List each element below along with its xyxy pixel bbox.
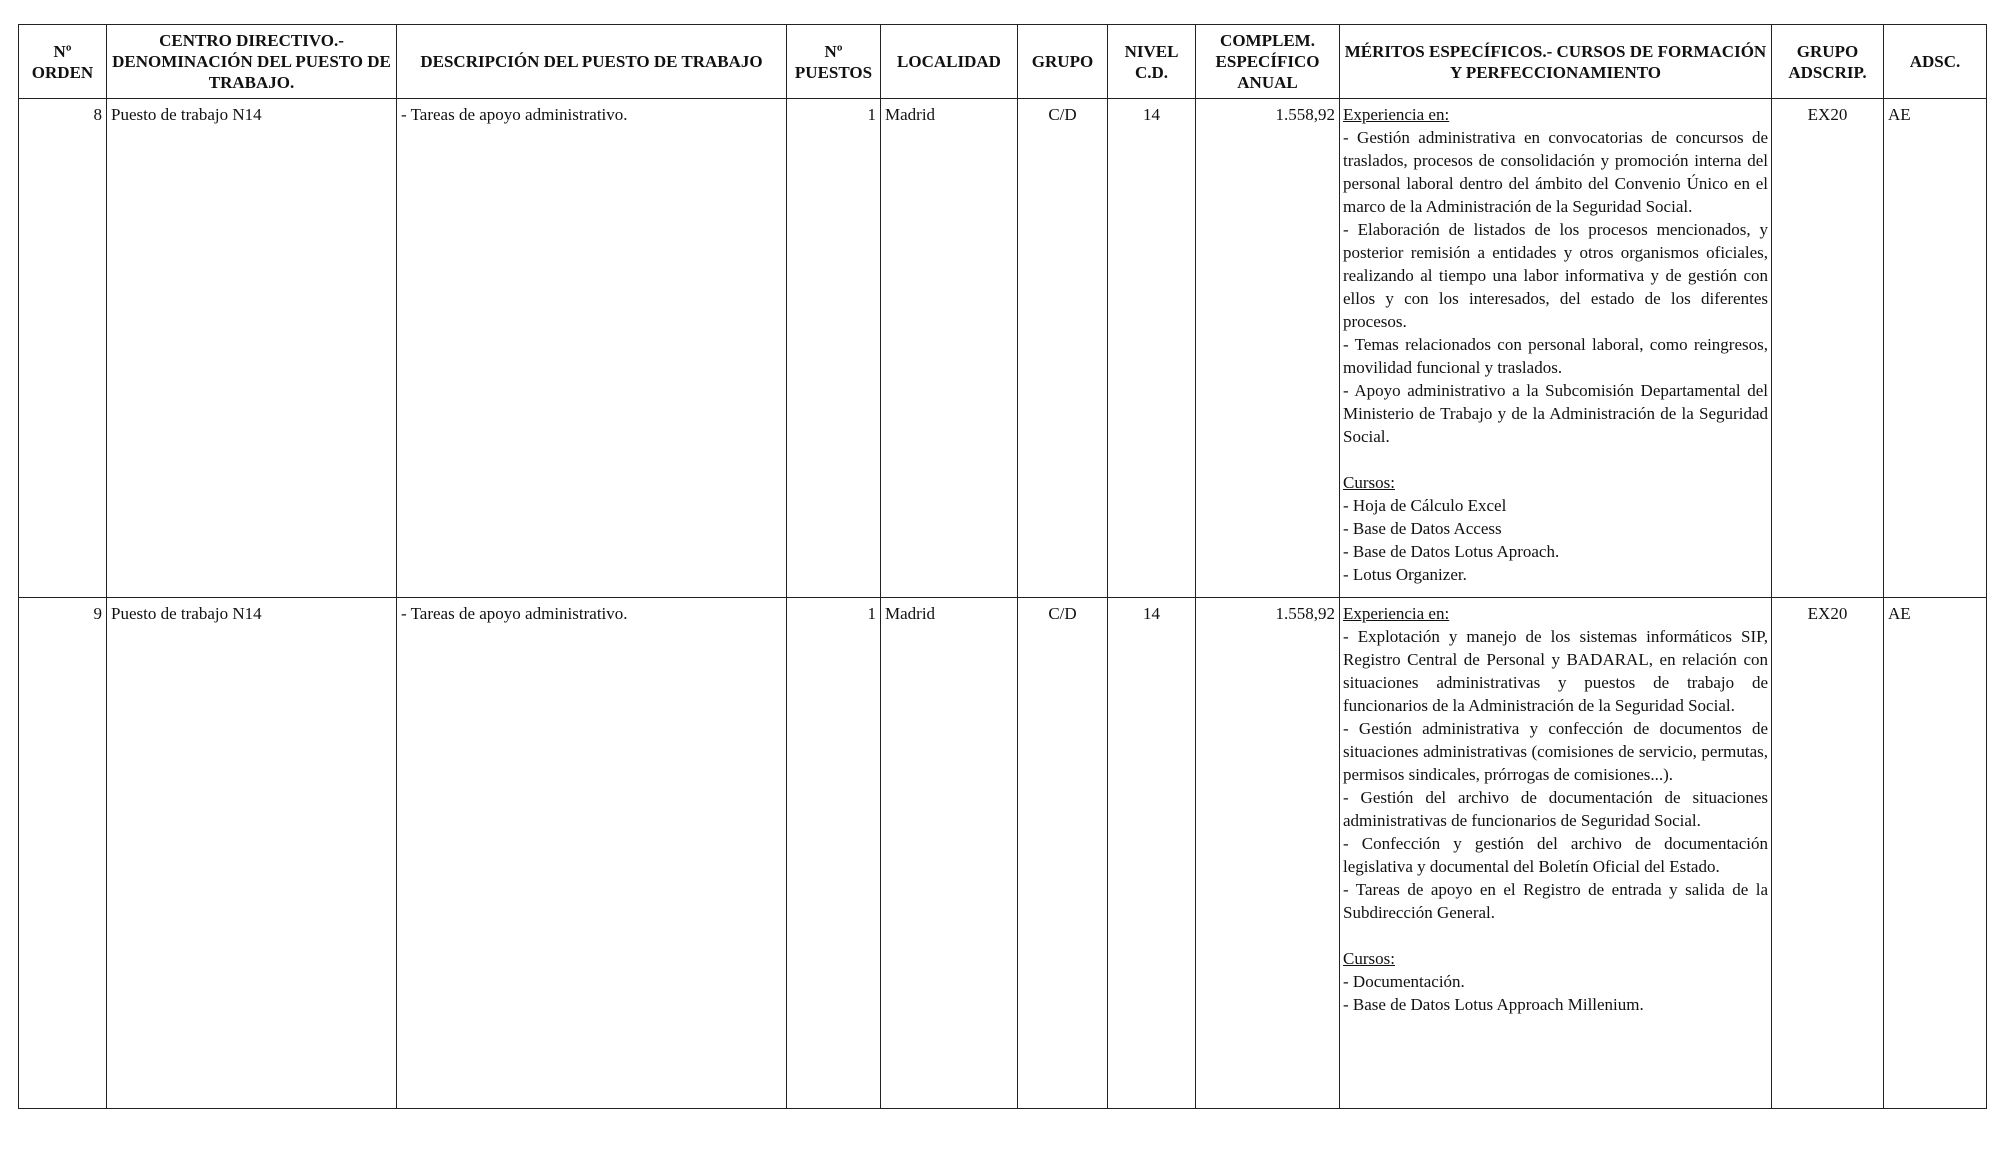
curso-item: - Lotus Organizer.	[1343, 565, 1467, 584]
cell-centro: Puesto de trabajo N14	[107, 99, 397, 598]
cell-grupo: C/D	[1018, 99, 1108, 598]
experiencia-item: - Temas relacionados con personal laboral, como reingresos, movilidad funcional y traslados.	[1343, 335, 1768, 377]
experiencia-item: - Explotación y manejo de los sistemas informáticos SIP, Registro Central de Personal y BADARAL, en relación con situaciones administrativas y puestos de trabajo de funcionarios de la Administración de la Seguridad Social.	[1343, 627, 1768, 715]
header-puestos: Nº PUESTOS	[787, 25, 881, 99]
document-page	[18, 24, 1986, 1109]
cell-descripcion: - Tareas de apoyo administrativo.	[397, 598, 787, 1109]
cell-grupo: C/D	[1018, 598, 1108, 1109]
cell-nivel: 14	[1108, 598, 1196, 1109]
cell-adsc: AE	[1884, 598, 1987, 1109]
curso-item: - Hoja de Cálculo Excel	[1343, 496, 1507, 515]
header-localidad: LOCALIDAD	[881, 25, 1018, 99]
cell-nivel: 14	[1108, 99, 1196, 598]
experiencia-title: Experiencia en:	[1343, 105, 1450, 124]
header-complemento: COMPLEM. ESPECÍFICO ANUAL	[1196, 25, 1340, 99]
experiencia-item: - Elaboración de listados de los procesos mencionados, y posterior remisión a entidades y otros organismos oficiales, realizando al tiempo una labor informativa y de gestión con ellos y con los interesados, del estado de los diferentes procesos.	[1343, 220, 1768, 331]
cell-descripcion: - Tareas de apoyo administrativo.	[397, 99, 787, 598]
cell-orden: 8	[19, 99, 107, 598]
header-grupo-adscrip: GRUPO ADSCRIP.	[1772, 25, 1884, 99]
cell-meritos	[1340, 598, 1772, 1109]
header-nivel: NIVEL C.D.	[1108, 25, 1196, 99]
curso-item: - Base de Datos Lotus Approach Millenium.	[1343, 995, 1644, 1014]
header-centro-directivo: CENTRO DIRECTIVO.- DENOMINACIÓN DEL PUESTO DE TRABAJO.	[107, 25, 397, 99]
experiencia-item: - Tareas de apoyo en el Registro de entrada y salida de la Subdirección General.	[1343, 880, 1768, 922]
header-orden: Nº ORDEN	[19, 25, 107, 99]
experiencia-item: - Confección y gestión del archivo de documentación legislativa y documental del Boletín Oficial del Estado.	[1343, 834, 1768, 876]
job-positions-table	[18, 24, 1987, 1109]
experiencia-title: Experiencia en:	[1343, 604, 1450, 623]
experiencia-item: - Gestión administrativa y confección de documentos de situaciones administrativas (comisiones de servicio, permutas, permisos sindicales, prórrogas de comisiones...).	[1343, 719, 1768, 784]
experiencia-item: - Apoyo administrativo a la Subcomisión Departamental del Ministerio de Trabajo y de la Administración de la Seguridad Social.	[1343, 381, 1768, 446]
table-row	[19, 598, 1987, 1109]
table-row	[19, 99, 1987, 598]
experiencia-item: - Gestión administrativa en convocatorias de concursos de traslados, procesos de consolidación y promoción interna del personal laboral dentro del ámbito del Convenio Único en el marco de la Administración de la Seguridad Social.	[1343, 128, 1768, 216]
cell-localidad: Madrid	[881, 598, 1018, 1109]
spacer	[1343, 448, 1768, 471]
header-adsc: ADSC.	[1884, 25, 1987, 99]
header-grupo: GRUPO	[1018, 25, 1108, 99]
cell-complemento: 1.558,92	[1196, 598, 1340, 1109]
curso-item: - Documentación.	[1343, 972, 1465, 991]
cell-complemento: 1.558,92	[1196, 99, 1340, 598]
cursos-title: Cursos:	[1343, 949, 1395, 968]
cursos-title: Cursos:	[1343, 473, 1395, 492]
cell-orden: 9	[19, 598, 107, 1109]
cell-puestos: 1	[787, 598, 881, 1109]
curso-item: - Base de Datos Access	[1343, 519, 1502, 538]
cell-puestos: 1	[787, 99, 881, 598]
cell-grupo-adscrip: EX20	[1772, 99, 1884, 598]
spacer	[1343, 924, 1768, 947]
header-descripcion: DESCRIPCIÓN DEL PUESTO DE TRABAJO	[397, 25, 787, 99]
cell-meritos	[1340, 99, 1772, 598]
header-meritos: MÉRITOS ESPECÍFICOS.- CURSOS DE FORMACIÓN Y PERFECCIONAMIENTO	[1340, 25, 1772, 99]
cell-grupo-adscrip: EX20	[1772, 598, 1884, 1109]
experiencia-item: - Gestión del archivo de documentación de situaciones administrativas de funcionarios de Seguridad Social.	[1343, 788, 1768, 830]
table-header-row	[19, 25, 1987, 99]
cell-centro: Puesto de trabajo N14	[107, 598, 397, 1109]
cell-adsc: AE	[1884, 99, 1987, 598]
curso-item: - Base de Datos Lotus Aproach.	[1343, 542, 1560, 561]
cell-localidad: Madrid	[881, 99, 1018, 598]
